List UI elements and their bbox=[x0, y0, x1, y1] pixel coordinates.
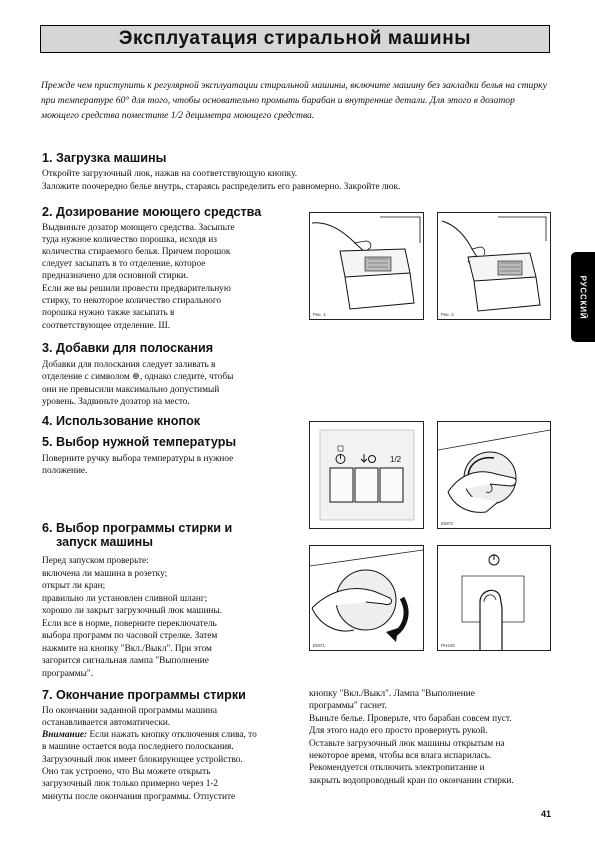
indicator-light bbox=[338, 446, 343, 451]
page-title: Эксплуатация стиральной машины bbox=[40, 25, 550, 53]
section-7-right-line-3: Выньте белье. Проверьте, что барабан совсем пуст. bbox=[309, 714, 512, 724]
figure-on-off-button bbox=[437, 545, 551, 651]
section-3-line-4: уровень. Задвиньте дозатор на место. bbox=[42, 397, 190, 407]
figure-button-panel bbox=[309, 421, 424, 529]
section-6-line-3: открыт ли кран; bbox=[42, 581, 106, 591]
section-2-line-4: следует засыпать в то отделение, которое bbox=[42, 259, 206, 269]
section-7-heading: 7. Окончание программы стирки bbox=[42, 688, 246, 702]
section-2-heading: 2. Дозирование моющего средства bbox=[42, 205, 262, 219]
section-7-left-line-3-text: Если нажать кнопку отключения слива, то bbox=[89, 730, 257, 740]
section-5-line-1: Поверните ручку выбора температуры в нужное bbox=[42, 454, 234, 464]
section-3-heading: 3. Добавки для полоскания bbox=[42, 341, 214, 355]
section-6-heading-1: 6. Выбор программы стирки и bbox=[42, 521, 233, 535]
section-2-line-5: предназначено для основной стирки. bbox=[42, 271, 189, 281]
figure-detergent-drawer-2 bbox=[437, 212, 551, 320]
section-7-left-line-2: останавливается автоматически. bbox=[42, 718, 171, 728]
figure-6-label: PH440 bbox=[441, 643, 455, 648]
section-7-left-line-7: загрузочный люк только примерно через 1-2 bbox=[42, 779, 219, 789]
section-7-left-line-4: в машине остается вода последнего полоскания. bbox=[42, 742, 234, 752]
section-5-line-2: положение. bbox=[42, 466, 88, 476]
section-7-right-line-7: Рекомендуется отключить электропитание и bbox=[309, 763, 485, 773]
half-load-label: 1/2 bbox=[390, 455, 402, 464]
section-7-right-line-8: закрыть водопроводный кран по окончании стирки. bbox=[309, 776, 514, 786]
section-7-right-line-2: программы" гаснет. bbox=[309, 701, 387, 711]
section-6-line-2: включена ли машина в розетку; bbox=[42, 569, 168, 579]
language-tab: РУССКИЙ bbox=[571, 252, 595, 342]
power-icon bbox=[489, 554, 499, 565]
section-7-left-line-6: Оно так устроено, что Вы можете открыть bbox=[42, 767, 211, 777]
section-2-line-8: порошка нужно также засыпать в bbox=[42, 308, 175, 318]
section-7-right-line-1: кнопку "Вкл./Выкл". Лампа "Выполнение bbox=[309, 689, 475, 699]
section-6-line-1: Перед запуском проверьте: bbox=[42, 556, 149, 566]
section-6-line-6: Если все в норме, поверните переключатель bbox=[42, 619, 217, 629]
section-2-line-2: туда нужное количество порошка, исходя из bbox=[42, 235, 217, 245]
section-2-line-1: Выдвиньте дозатор моющего средства. Засыпьте bbox=[42, 223, 235, 233]
section-3-line-1: Добавки для полоскания следует заливать в bbox=[42, 360, 216, 370]
intro-paragraph: Прежде чем приступить к регулярной эксплуатации стиральной машины, включите машину без закладки белья на стирку при температуре 60° для того, чтобы основательно промыть барабан и внутренние детали. Для этого в дозатор моющего средства поместите 1/2 дециметра моющего средства. bbox=[41, 80, 547, 122]
section-1-line-2: Заложите поочередно белье внутрь, стараясь распределить его равномерно. Закройте люк. bbox=[42, 182, 401, 192]
section-1-heading: 1. Загрузка машины bbox=[42, 151, 167, 165]
figure-1-label: Рис. 1 bbox=[313, 312, 326, 317]
section-2-line-6: Если же вы решили провести предварительную bbox=[42, 284, 231, 294]
section-7-left-line-3 bbox=[42, 729, 257, 742]
section-7-left-line-8: минуты после окончания программы. Отпустите bbox=[42, 792, 236, 802]
figure-5-label: EM71 bbox=[313, 643, 325, 648]
section-1-line-1: Откройте загрузочный люк, нажав на соответствующую кнопку. bbox=[42, 169, 298, 179]
figure-detergent-drawer-1 bbox=[309, 212, 424, 320]
section-2-line-7: стирку, то некоторое количество стирального bbox=[42, 296, 222, 306]
section-6-line-5: хорошо ли закрыт загрузочный люк машины. bbox=[42, 606, 222, 616]
section-6-heading-2: запуск машины bbox=[56, 535, 153, 549]
section-2-line-9: соответствующее отделение. Ш. bbox=[42, 321, 171, 331]
section-7-right-line-4: Для этого надо его просто провернуть рукой. bbox=[309, 726, 488, 736]
page-number: 41 bbox=[540, 809, 551, 819]
section-6-line-7: выбора программ по часовой стрелке. Затем bbox=[42, 631, 218, 641]
figure-4-label: EM73 bbox=[441, 521, 453, 526]
section-7-left-line-5: Загрузочный люк имеет блокирующее устройство. bbox=[42, 755, 243, 765]
figure-program-selector bbox=[309, 545, 424, 651]
figure-2-label: Рис. 2 bbox=[441, 312, 454, 317]
section-6-line-4: правильно ли установлен сливной шланг; bbox=[42, 594, 208, 604]
section-2-line-3: количества стираемого белья. Причем порошок bbox=[42, 247, 231, 257]
section-7-right-line-6: некоторое время, чтобы вся влага испарилась. bbox=[309, 751, 492, 761]
section-6-line-8: нажмите на кнопку "Вкл./Выкл". При этом bbox=[42, 644, 212, 654]
attention-label: Внимание: bbox=[42, 730, 88, 740]
hand-icon bbox=[480, 590, 502, 650]
section-3-line-3: они не превысили максимально допустимый bbox=[42, 385, 220, 395]
section-6-line-10: программы". bbox=[42, 669, 93, 679]
figure-temperature-dial bbox=[437, 421, 551, 529]
section-3-line-2: отделение с символом ⊛, однако следите, чтобы bbox=[42, 372, 234, 382]
section-7-right-line-5: Оставьте загрузочный люк машины открытым на bbox=[309, 739, 505, 749]
section-4-heading: 4. Использование кнопок bbox=[42, 414, 201, 428]
section-5-heading: 5. Выбор нужной температуры bbox=[42, 435, 237, 449]
section-6-line-9: загорится сигнальная лампа "Выполнение bbox=[42, 656, 209, 666]
section-7-left-line-1: По окончании заданной программы машина bbox=[42, 706, 217, 716]
